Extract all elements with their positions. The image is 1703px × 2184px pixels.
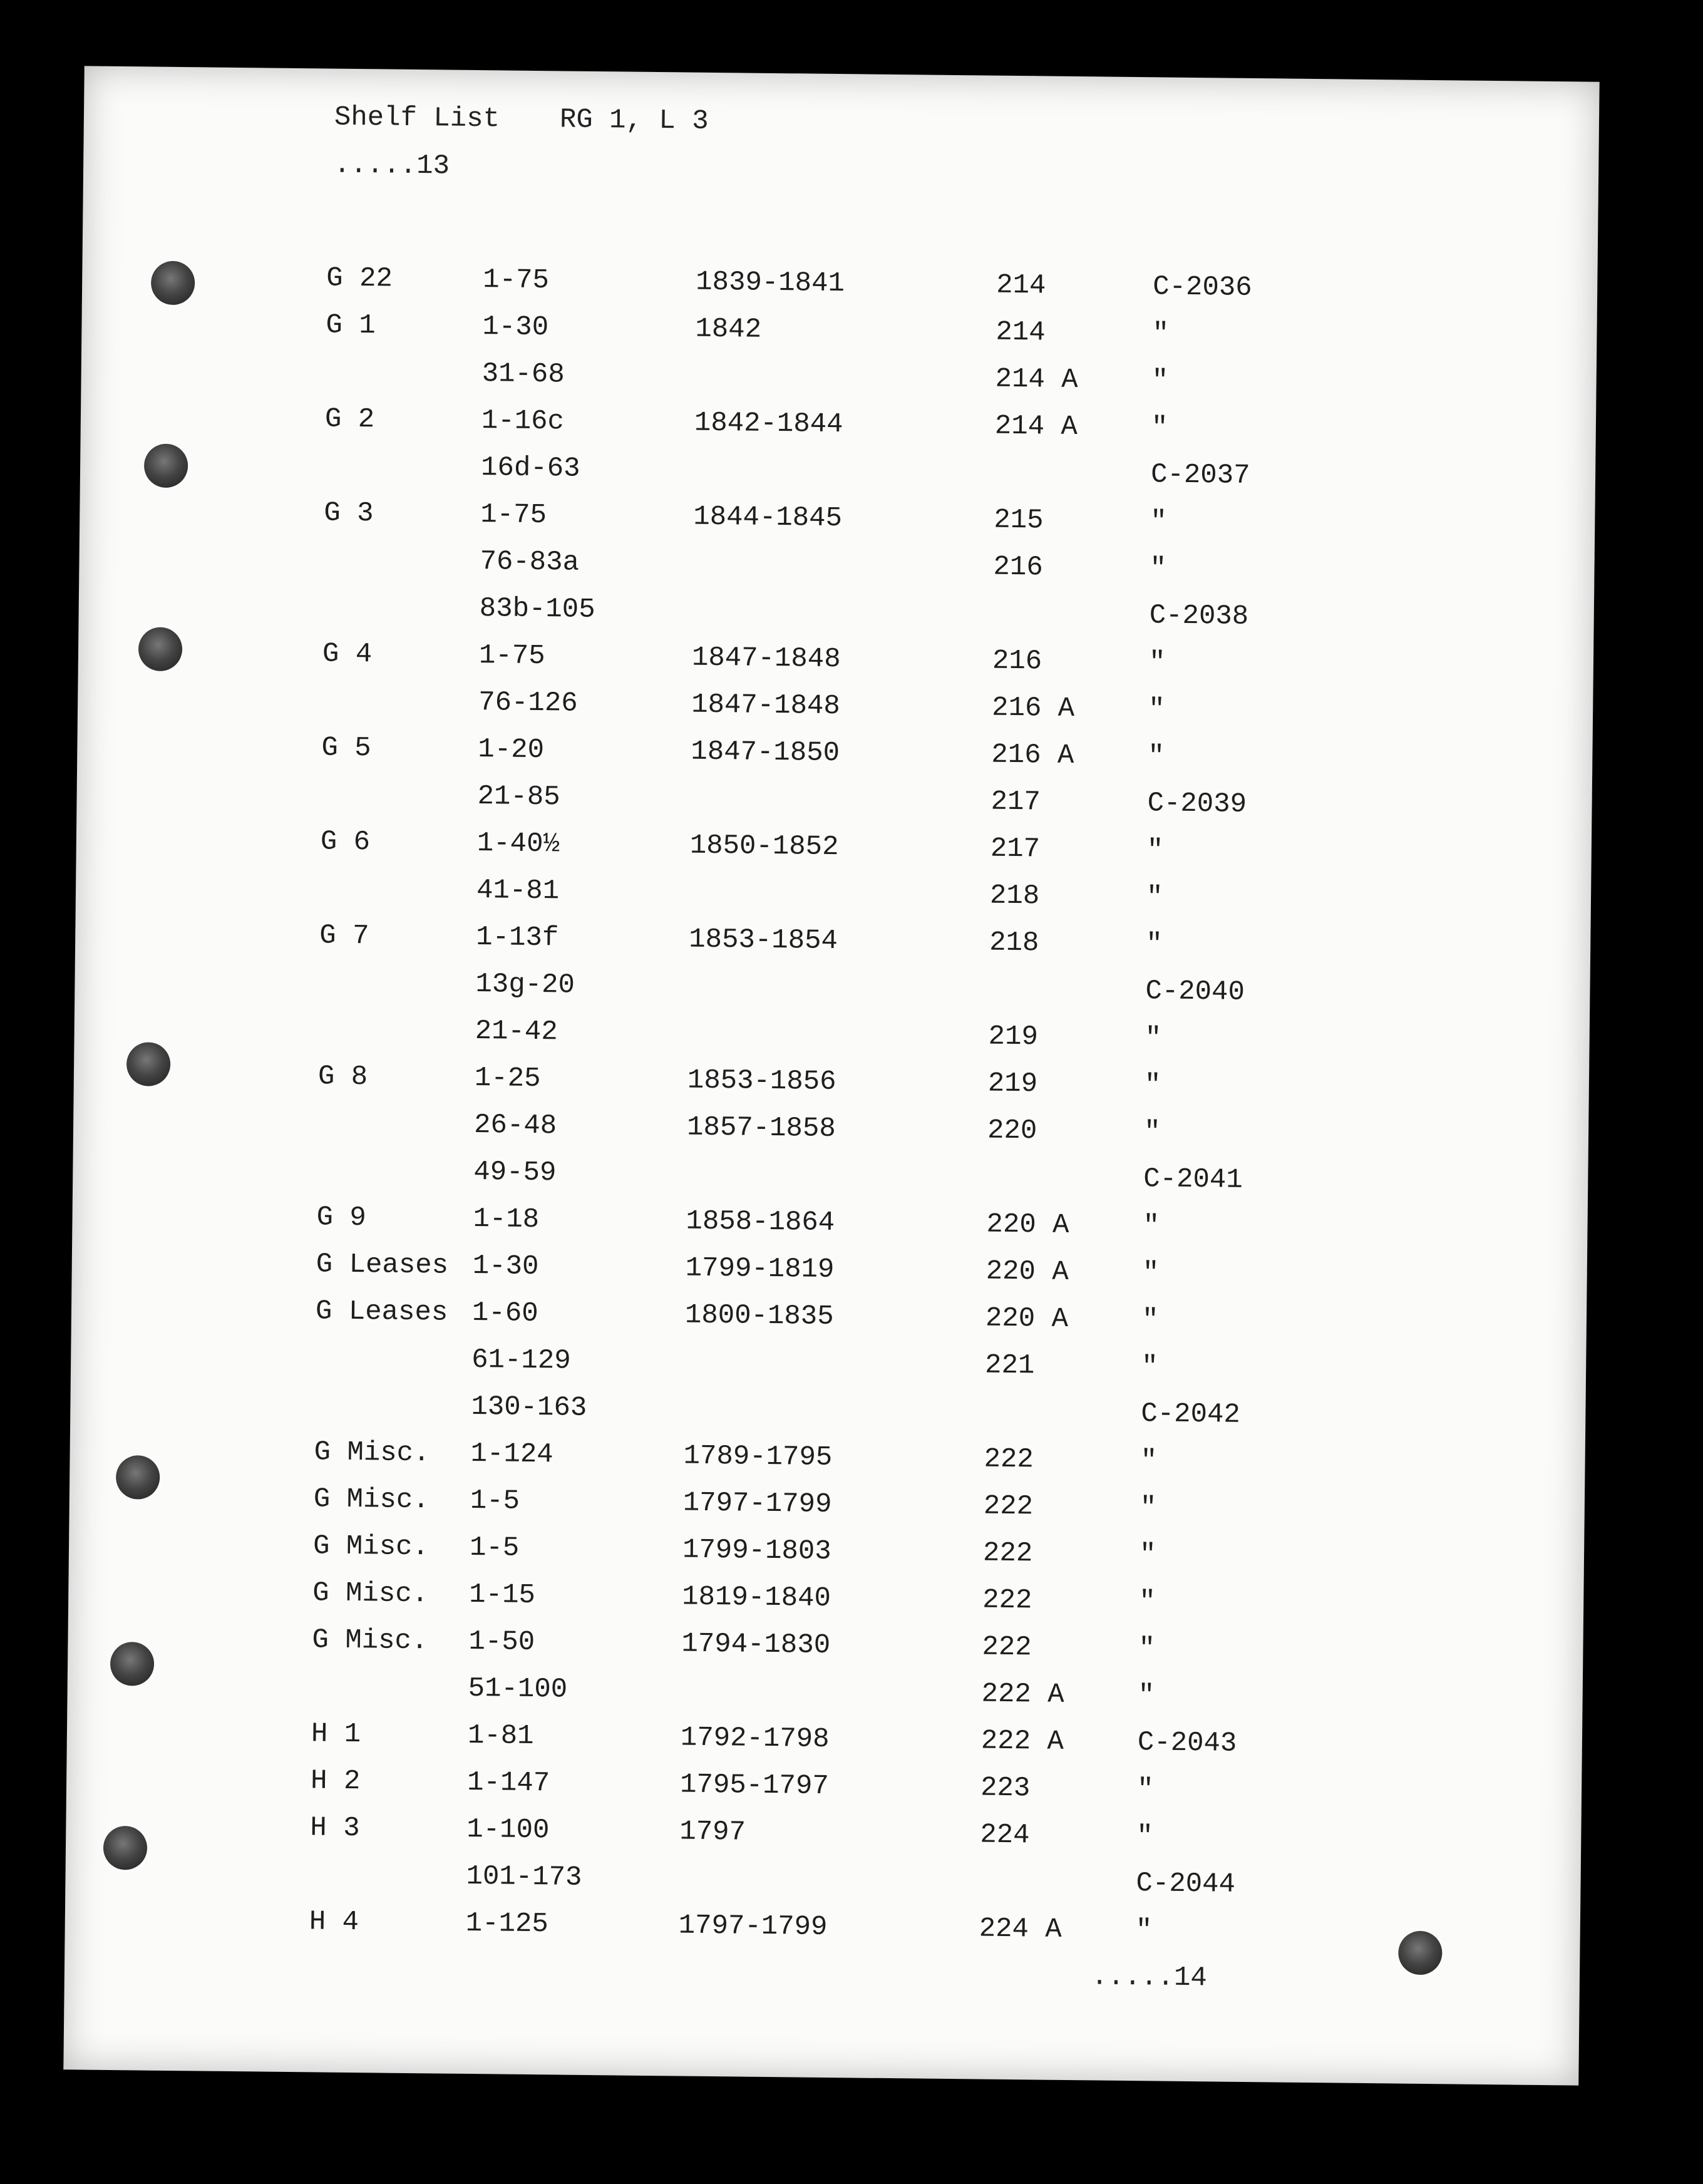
film-cell: " — [1141, 1351, 1158, 1383]
box-cell: 217 — [990, 833, 1041, 865]
series-cell: G Misc. — [314, 1436, 430, 1470]
series-cell: H 2 — [310, 1765, 361, 1798]
items-cell: 21-85 — [477, 781, 560, 813]
items-cell: 49-59 — [473, 1156, 557, 1189]
page-reference: .....13 — [333, 149, 450, 182]
dates-cell: 1799-1819 — [685, 1252, 835, 1286]
box-cell: 216 — [992, 645, 1042, 677]
items-cell: 1-30 — [472, 1250, 539, 1283]
dates-cell: 1839-1841 — [695, 266, 845, 300]
items-cell: 1-124 — [470, 1438, 553, 1471]
film-cell: " — [1141, 1304, 1159, 1336]
items-cell: 1-60 — [471, 1297, 538, 1330]
page-header — [333, 94, 709, 191]
items-cell: 1-40½ — [476, 828, 560, 860]
dates-cell: 1857-1858 — [686, 1111, 836, 1145]
items-cell: 41-81 — [476, 875, 560, 907]
film-cell: " — [1144, 1069, 1161, 1101]
film-cell: " — [1150, 553, 1167, 585]
film-cell: " — [1148, 741, 1165, 773]
series-cell: G 2 — [324, 403, 375, 436]
box-cell: 218 — [989, 880, 1040, 912]
box-cell: 224 A — [979, 1913, 1062, 1945]
box-cell: 220 A — [986, 1208, 1069, 1241]
film-cell: " — [1138, 1633, 1156, 1665]
box-cell: 222 — [984, 1443, 1034, 1476]
items-cell: 1-147 — [466, 1766, 550, 1800]
series-cell: G Leases — [315, 1295, 448, 1329]
items-cell: 16d-63 — [480, 452, 580, 485]
series-cell: G 8 — [317, 1061, 368, 1093]
items-cell: 76-126 — [478, 687, 578, 719]
box-cell: 214 A — [995, 363, 1078, 396]
film-cell: C-2044 — [1136, 1868, 1236, 1900]
box-cell: 221 — [984, 1349, 1035, 1382]
box-cell: 217 — [990, 786, 1041, 818]
items-cell: 21-42 — [475, 1016, 558, 1048]
items-cell: 1-5 — [470, 1485, 520, 1517]
items-cell: 1-75 — [483, 264, 550, 297]
dates-cell: 1797-1799 — [678, 1910, 828, 1944]
film-cell: C-2039 — [1147, 788, 1247, 820]
series-cell: H 3 — [310, 1812, 360, 1845]
items-cell: 1-75 — [478, 640, 545, 672]
items-cell: 1-16c — [481, 405, 565, 438]
box-cell: 222 — [982, 1584, 1032, 1617]
dates-cell: 1850-1852 — [689, 830, 839, 863]
film-cell: C-2040 — [1145, 976, 1245, 1008]
box-cell: 218 — [989, 927, 1039, 959]
film-cell: " — [1138, 1680, 1155, 1712]
next-page-reference: .....14 — [1091, 1961, 1208, 1994]
film-cell: C-2043 — [1137, 1727, 1237, 1759]
dates-cell: 1819-1840 — [682, 1581, 831, 1615]
film-cell: " — [1138, 1586, 1156, 1618]
box-cell: 222 — [983, 1490, 1034, 1523]
items-cell: 1-15 — [469, 1579, 536, 1612]
film-cell: C-2038 — [1149, 600, 1249, 632]
film-cell: " — [1152, 318, 1170, 350]
dates-cell: 1800-1835 — [684, 1299, 834, 1333]
dates-cell: 1858-1864 — [686, 1205, 835, 1239]
box-cell: 216 A — [991, 692, 1075, 725]
dates-cell: 1842 — [695, 313, 762, 346]
items-cell: 1-30 — [482, 311, 549, 344]
film-cell: C-2037 — [1150, 459, 1250, 492]
shelf-list-title: Shelf List — [334, 101, 500, 135]
dates-cell: 1797 — [679, 1816, 746, 1848]
film-cell: C-2042 — [1141, 1398, 1241, 1431]
box-cell: 222 — [982, 1631, 1032, 1664]
film-cell: " — [1140, 1445, 1158, 1477]
box-cell: 222 A — [981, 1678, 1064, 1711]
film-cell: " — [1136, 1821, 1153, 1853]
items-cell: 1-13f — [476, 922, 559, 954]
items-cell: 76-83a — [480, 546, 580, 579]
box-cell: 223 — [980, 1772, 1031, 1805]
film-cell: " — [1136, 1774, 1154, 1806]
items-cell: 1-100 — [466, 1813, 550, 1847]
dates-cell: 1795-1797 — [679, 1769, 830, 1803]
series-cell: G Misc. — [312, 1624, 428, 1657]
dates-cell: 1789-1795 — [683, 1440, 833, 1474]
film-cell: " — [1145, 1022, 1162, 1054]
dates-cell: 1792-1798 — [680, 1722, 830, 1756]
film-cell: " — [1142, 1257, 1160, 1289]
film-cell: " — [1139, 1539, 1156, 1571]
items-cell: 1-75 — [480, 499, 547, 532]
series-cell: G 6 — [320, 826, 371, 858]
dates-cell: 1844-1845 — [693, 501, 843, 535]
film-cell: " — [1145, 929, 1163, 961]
film-cell: " — [1148, 647, 1166, 679]
items-cell: 83b-105 — [479, 593, 595, 626]
film-cell: " — [1143, 1210, 1160, 1242]
series-cell: G Misc. — [312, 1530, 430, 1563]
dates-cell: 1797-1799 — [682, 1487, 832, 1521]
film-cell: " — [1148, 694, 1165, 726]
series-cell: G 5 — [321, 732, 371, 765]
items-cell: 1-125 — [465, 1907, 549, 1940]
film-cell: C-2041 — [1143, 1163, 1243, 1196]
dates-cell: 1847-1850 — [691, 736, 840, 770]
items-cell: 101-173 — [466, 1860, 582, 1893]
film-cell: " — [1146, 835, 1164, 867]
items-cell: 1-18 — [473, 1203, 540, 1236]
box-cell: 216 — [993, 551, 1043, 584]
series-cell: G 3 — [324, 497, 374, 530]
dates-cell: 1794-1830 — [681, 1628, 831, 1662]
series-cell: G Misc. — [312, 1577, 429, 1610]
film-cell: " — [1151, 412, 1168, 444]
dates-cell: 1853-1854 — [689, 924, 838, 957]
dates-cell: 1799-1803 — [682, 1534, 831, 1568]
box-cell: 222 — [982, 1537, 1033, 1570]
box-cell: 224 — [980, 1819, 1030, 1852]
box-cell: 222 A — [980, 1725, 1064, 1758]
series-cell: H 1 — [311, 1718, 361, 1751]
items-cell: 13g-20 — [475, 969, 575, 1001]
dates-cell: 1842-1844 — [694, 407, 843, 441]
items-cell: 1-81 — [467, 1719, 534, 1753]
dates-cell: 1847-1848 — [691, 689, 841, 723]
document-page — [63, 66, 1599, 2085]
box-cell: 219 — [987, 1068, 1038, 1100]
items-cell: 61-129 — [471, 1344, 571, 1377]
film-cell: " — [1150, 506, 1167, 538]
box-cell: 214 A — [994, 410, 1078, 443]
series-cell: G 4 — [322, 638, 373, 671]
items-cell: 51-100 — [468, 1672, 568, 1706]
film-cell: " — [1143, 1116, 1161, 1148]
record-group-label: RG 1, L 3 — [559, 104, 709, 137]
items-cell: 1-50 — [468, 1625, 535, 1659]
items-cell: 26-48 — [473, 1110, 557, 1142]
film-cell: " — [1140, 1492, 1157, 1524]
series-cell: G 7 — [319, 920, 369, 952]
shelf-list-table — [83, 254, 1598, 1947]
items-cell: 31-68 — [481, 358, 565, 391]
box-cell: 215 — [994, 504, 1044, 537]
series-cell: G Misc. — [313, 1483, 430, 1517]
film-cell: " — [1135, 1915, 1153, 1947]
items-cell: 1-25 — [474, 1063, 541, 1095]
box-cell: 214 — [996, 269, 1046, 302]
series-cell: G Leases — [316, 1249, 449, 1282]
box-cell: 220 — [987, 1115, 1037, 1147]
film-cell: " — [1151, 365, 1169, 397]
series-cell: G 1 — [326, 309, 376, 342]
series-cell: G 22 — [326, 262, 393, 295]
box-cell: 220 A — [985, 1302, 1069, 1335]
dates-cell: 1847-1848 — [691, 642, 841, 676]
items-cell: 1-20 — [478, 734, 545, 766]
box-cell: 214 — [996, 316, 1046, 349]
items-cell: 1-5 — [469, 1532, 520, 1564]
dates-cell: 1853-1856 — [687, 1064, 836, 1098]
items-cell: 130-163 — [471, 1391, 587, 1424]
box-cell: 219 — [988, 1021, 1039, 1053]
film-cell: C-2036 — [1152, 271, 1252, 304]
series-cell: H 4 — [309, 1906, 359, 1939]
film-cell: " — [1146, 882, 1163, 914]
box-cell: 220 A — [985, 1255, 1069, 1288]
box-cell: 216 A — [991, 739, 1074, 772]
series-cell: G 9 — [316, 1202, 367, 1234]
